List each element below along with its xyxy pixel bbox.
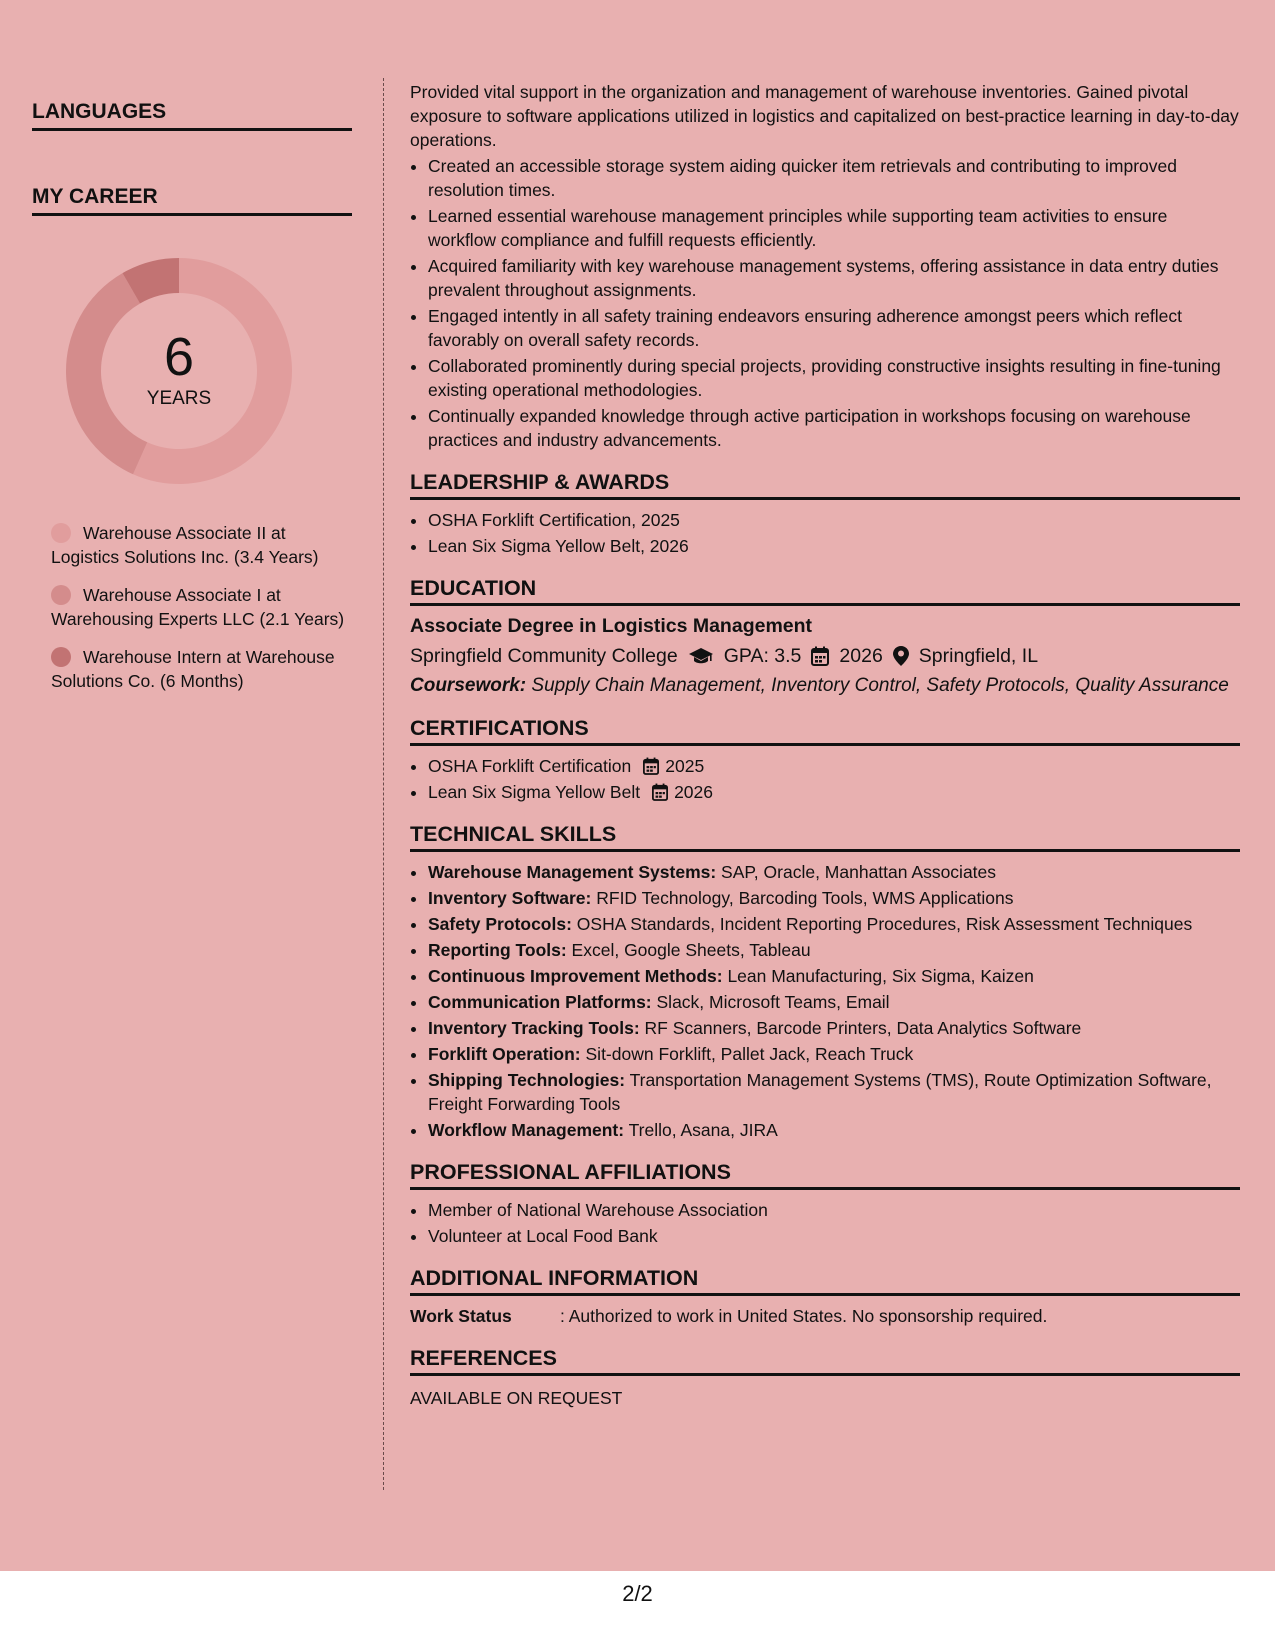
legend-item xyxy=(51,645,352,693)
legend-label: Warehouse Associate I at Warehousing Experts LLC (2.1 Years) xyxy=(51,585,345,629)
list-item xyxy=(428,1068,1240,1116)
coursework xyxy=(410,674,1240,698)
legend-label: Warehouse Intern at Warehouse Solutions Co. (6 Months) xyxy=(51,647,335,691)
list-item: • Volunteer at Local Food Bank xyxy=(428,1224,1240,1248)
list-item xyxy=(428,938,1240,962)
skill-value: Lean Manufacturing, Six Sigma, Kaizen xyxy=(722,966,1034,986)
list-item: • OSHA Forklift Certification, 2025 xyxy=(428,508,1240,532)
work-status-key: Work Status xyxy=(410,1306,512,1326)
languages-heading: LANGUAGES xyxy=(32,100,352,131)
education-details xyxy=(410,644,1240,668)
list-item xyxy=(428,780,1240,804)
skill-value: Trello, Asana, JIRA xyxy=(624,1120,778,1140)
list-item: • Member of National Warehouse Association xyxy=(428,1198,1240,1222)
skill-value: OSHA Standards, Incident Reporting Procedures, Risk Assessment Techniques xyxy=(571,914,1193,934)
legend-dot-icon xyxy=(51,647,71,667)
skills-list xyxy=(410,860,1240,1142)
gpa: GPA: 3.5 xyxy=(723,645,802,667)
list-item: • Continually expanded knowledge through active participation in workshops focusing on warehouse practices and industry advancements. xyxy=(428,404,1240,452)
experience-intro: Provided vital support in the organization and management of warehouse inventories. Gained pivotal exposure to software applications utilized in logistics and capitalized on best-practice learning in day-to-day operations. xyxy=(410,82,1239,150)
references-heading: REFERENCES xyxy=(410,1346,1240,1376)
skill-value: Transportation Management Systems (TMS), Route Optimization Software, Freight Forwarding Tools xyxy=(428,1070,1212,1114)
skill-value: Sit-down Forklift, Pallet Jack, Reach Truck xyxy=(580,1044,914,1064)
career-heading: MY CAREER xyxy=(32,185,352,216)
education-heading: EDUCATION xyxy=(410,576,1240,606)
list-item xyxy=(428,1042,1240,1066)
list-item xyxy=(428,964,1240,988)
certifications-heading: CERTIFICATIONS xyxy=(410,716,1240,746)
degree-title: Associate Degree in Logistics Management xyxy=(410,615,813,637)
career-donut-chart xyxy=(64,256,294,486)
legend-dot-icon xyxy=(51,523,71,543)
calendar-icon xyxy=(811,646,829,666)
legend-dot-icon xyxy=(51,585,71,605)
awards-list xyxy=(410,508,1240,558)
list-item xyxy=(428,886,1240,910)
right-column xyxy=(410,80,1240,1410)
skills-heading: TECHNICAL SKILLS xyxy=(410,822,1240,852)
calendar-icon xyxy=(652,783,668,801)
certifications-list xyxy=(410,754,1240,804)
references-text: AVAILABLE ON REQUEST xyxy=(410,1388,623,1408)
cert-name: • OSHA Forklift Certification xyxy=(428,756,632,776)
list-item xyxy=(428,990,1240,1014)
column-divider xyxy=(383,78,384,1490)
work-status-value: : Authorized to work in United States. No sponsorship required. xyxy=(560,1306,1048,1326)
list-item: • Engaged intently in all safety training endeavors ensuring adherence amongst peers which reflect favorably on overall safety records. xyxy=(428,304,1240,352)
list-item xyxy=(428,1118,1240,1142)
awards-heading: LEADERSHIP & AWARDS xyxy=(410,470,1240,500)
coursework-list: Supply Chain Management, Inventory Control, Safety Protocols, Quality Assurance xyxy=(526,675,1229,696)
work-status-row xyxy=(410,1304,1240,1328)
skill-label: Warehouse Management Systems: xyxy=(428,862,717,882)
career-legend xyxy=(51,521,352,693)
career-years-label: YEARS xyxy=(146,388,212,409)
skill-value: RF Scanners, Barcode Printers, Data Analytics Software xyxy=(639,1018,1082,1038)
location-pin-icon xyxy=(893,646,909,666)
list-item: • Acquired familiarity with key warehouse management systems, offering assistance in data entry duties prevalent throughout assignments. xyxy=(428,254,1240,302)
list-item xyxy=(428,912,1240,936)
list-item xyxy=(428,860,1240,884)
skill-label: Shipping Technologies: xyxy=(428,1070,626,1090)
legend-item xyxy=(51,521,352,569)
legend-item xyxy=(51,583,352,631)
career-years-number: 6 xyxy=(163,327,195,387)
cert-year: 2025 xyxy=(665,756,705,776)
calendar-icon xyxy=(643,757,659,775)
donut-center xyxy=(64,256,294,486)
skill-value: SAP, Oracle, Manhattan Associates xyxy=(716,862,997,882)
skill-label: Inventory Tracking Tools: xyxy=(428,1018,640,1038)
graduation-cap-icon xyxy=(688,646,714,666)
skill-label: Reporting Tools: xyxy=(428,940,567,960)
additional-heading: ADDITIONAL INFORMATION xyxy=(410,1266,1240,1296)
skill-value: RFID Technology, Barcoding Tools, WMS Applications xyxy=(591,888,1014,908)
legend-label: Warehouse Associate II at Logistics Solutions Inc. (3.4 Years) xyxy=(51,523,319,567)
graduation-year: 2026 xyxy=(839,645,883,667)
skill-label: Workflow Management: xyxy=(428,1120,625,1140)
skill-label: Forklift Operation: xyxy=(428,1044,581,1064)
skill-label: Safety Protocols: xyxy=(428,914,572,934)
list-item: • Lean Six Sigma Yellow Belt, 2026 xyxy=(428,534,1240,558)
cert-name: • Lean Six Sigma Yellow Belt xyxy=(428,782,641,802)
coursework-label: Coursework: xyxy=(410,675,527,696)
list-item: • Learned essential warehouse management principles while supporting team activities to ensure workflow compliance and fulfill requests efficiently. xyxy=(428,204,1240,252)
experience-bullets xyxy=(410,154,1240,452)
skill-label: Communication Platforms: xyxy=(428,992,652,1012)
skill-value: Excel, Google Sheets, Tableau xyxy=(566,940,811,960)
page-number: 2/2 xyxy=(622,1581,653,1606)
affiliations-list xyxy=(410,1198,1240,1248)
skill-label: Continuous Improvement Methods: xyxy=(428,966,723,986)
left-column xyxy=(32,100,352,707)
skill-label: Inventory Software: xyxy=(428,888,592,908)
list-item: • Created an accessible storage system aiding quicker item retrievals and contributing to improved resolution times. xyxy=(428,154,1240,202)
affiliations-heading: PROFESSIONAL AFFILIATIONS xyxy=(410,1160,1240,1190)
skill-value: Slack, Microsoft Teams, Email xyxy=(651,992,890,1012)
list-item xyxy=(428,754,1240,778)
school-location: Springfield, IL xyxy=(918,645,1039,667)
list-item: • Collaborated prominently during special projects, providing constructive insights resulting in fine-tuning existing operational methodologies. xyxy=(428,354,1240,402)
school-name: Springfield Community College xyxy=(410,645,678,667)
list-item xyxy=(428,1016,1240,1040)
cert-year: 2026 xyxy=(674,782,714,802)
